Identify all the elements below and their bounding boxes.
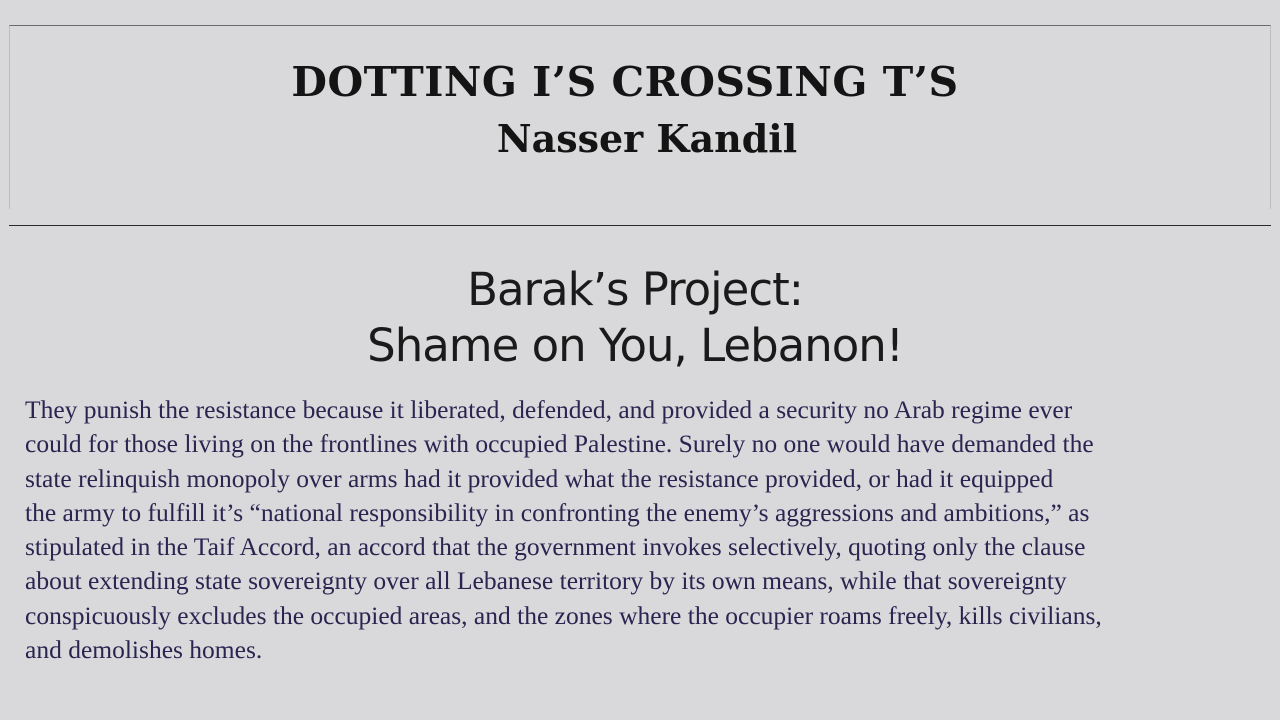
headline-line-2: Shame on You, Lebanon!: [367, 319, 903, 372]
body-line: stipulated in the Taif Accord, an accord that the government invokes selectively, quoting only the clause: [25, 532, 1086, 562]
body-line: and demolishes homes.: [25, 635, 263, 665]
column-title: DOTTING I’S CROSSING T’S: [291, 58, 959, 106]
author-name: Nasser Kandil: [496, 116, 798, 161]
body-line: about extending state sovereignty over all Lebanese territory by its own means, while that sovereignty: [25, 566, 1067, 596]
article-body: [25, 393, 1250, 667]
body-line: They punish the resistance because it liberated, defended, and provided a security no Arab regime ever: [25, 395, 1073, 424]
header-divider: [9, 225, 1271, 226]
body-line: conspicuously excludes the occupied areas, and the zones where the occupier roams freely, kills civilians,: [25, 600, 1102, 630]
article-headline: [0, 262, 1270, 374]
body-line: could for those living on the frontlines with occupied Palestine. Surely no one would have demanded the: [25, 429, 1094, 459]
headline-line-1: Barak’s Project:: [467, 263, 803, 316]
body-line: state relinquish monopoly over arms had it provided what the resistance provided, or had it equipped: [25, 463, 1054, 493]
body-line: the army to fulfill it’s “national responsibility in confronting the enemy’s aggressions and ambitions,” as: [25, 497, 1090, 527]
